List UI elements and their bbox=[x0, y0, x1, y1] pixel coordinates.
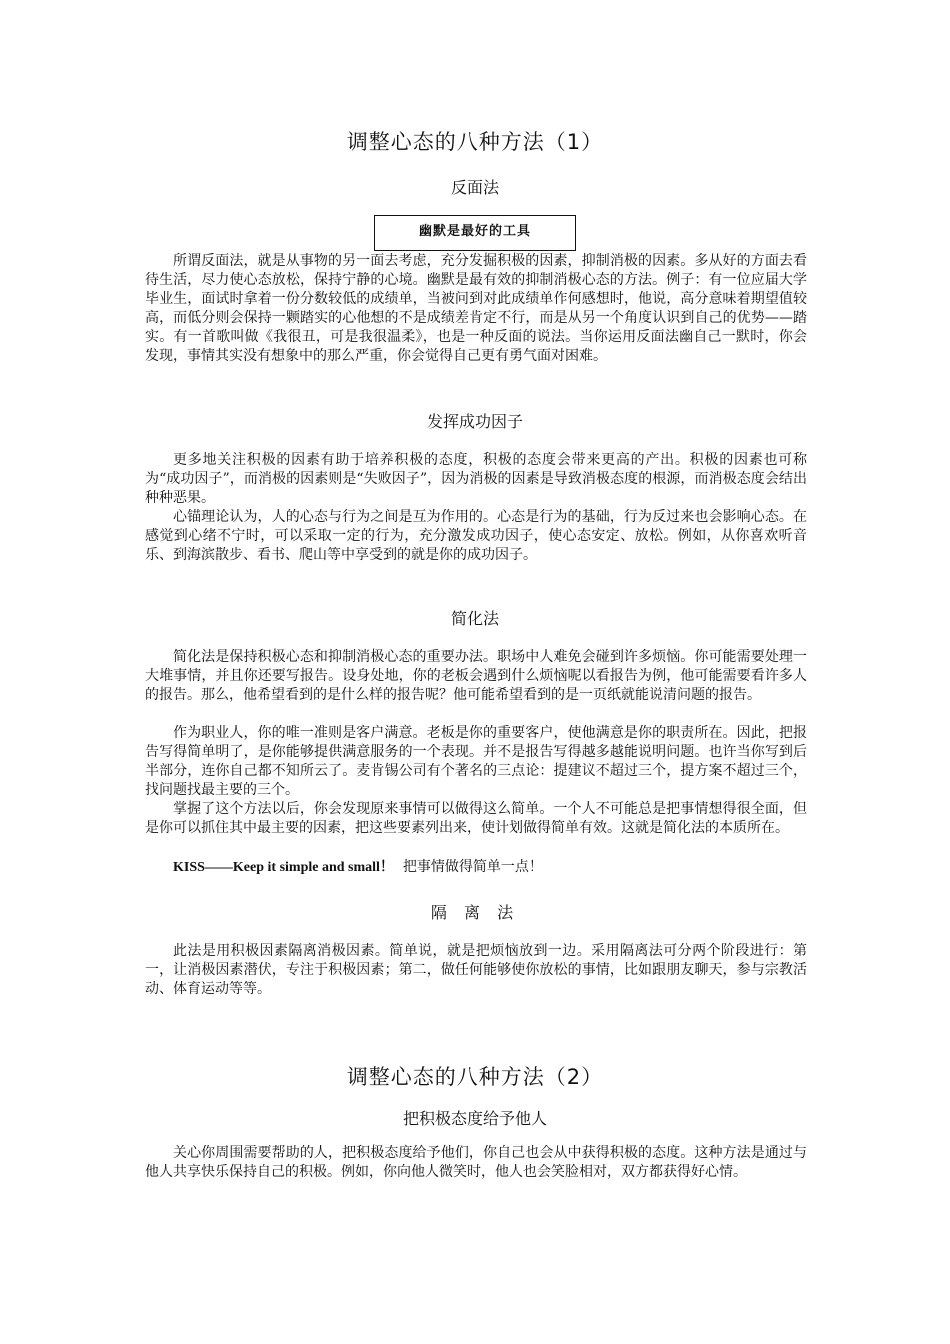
method2-heading: 发挥成功因子 bbox=[426, 412, 523, 431]
kiss-chinese: 把事情做得简单一点！ bbox=[402, 859, 543, 875]
method5-heading: 把积极态度给予他人 bbox=[402, 1109, 547, 1128]
method2-paragraph-1: 更多地关注积极的因素有助于培养积极的态度，积极的态度会带来更高的产出。积极的因素也可称为“成功因子”，而消极的因素则是“失败因子”，因为消极的因素是导致消极态度的根源，而消极态度会结出种种恶果。 bbox=[145, 452, 807, 506]
method1-paragraph: 所谓反面法，就是从事物的另一面去考虑，充分发掘积极的因素，抑制消极的因素。多从好的方面去看待生活，尽力使心态放松，保持宁静的心境。幽默是最有效的抑制消极心态的方法。例子：有一位应届大学毕业生，面试时拿着一份分数较低的成绩单，当被问到对此成绩单作何感想时，他说，高分意味着期望值较高，而低分则会保持一颗踏实的心他想的不是成绩差肯定不行，而是从另一个角度认识到自己的优势——踏实。有一首歌叫做《我很丑，可是我很温柔》，也是一种反面的说法。当你运用反面法幽自己一默时，你会发现，事情其实没有想象中的那么严重，你会觉得自己更有勇气面对困难。 bbox=[145, 253, 807, 364]
method3-heading: 简化法 bbox=[450, 609, 499, 628]
method1-callout-box: 幽默是最好的工具 bbox=[374, 215, 576, 251]
method3-paragraph-2: 作为职业人，你的唯一准则是客户满意。老板是你的重要客户，使他满意是你的职责所在。因此，把报告写得简单明了，是你能够提供满意服务的一个表现。并不是报告写得越多越能说明问题。也许当你写到后半部分，连你自己都不知所云了。麦肯锡公司有个著名的三点论：提建议不超过三个，提方案不超过三个，找问题找最主要的三个。 bbox=[145, 725, 807, 798]
section2-title: 调整心态的八种方法（2） bbox=[346, 1065, 604, 1089]
method2-paragraph-2: 心锚理论认为，人的心态与行为之间是互为作用的。心态是行为的基础，行为反过来也会影响心态。在感觉到心绪不宁时，可以采取一定的行为，充分激发成功因子，使心态安定、放松。例如，从你喜欢听音乐、到海滨散步、看书、爬山等中享受到的就是你的成功因子。 bbox=[145, 509, 807, 563]
kiss-line bbox=[145, 858, 807, 877]
method5-paragraph: 关心你周围需要帮助的人，把积极态度给予他们，你自己也会从中获得积极的态度。这种方法是通过与他人共享快乐保持自己的积极。例如，你向他人微笑时，他人也会笑脸相对，双方都获得好心情。 bbox=[145, 1145, 807, 1180]
section1-title: 调整心态的八种方法（1） bbox=[346, 130, 604, 154]
method4-paragraph: 此法是用积极因素隔离消极因素。简单说，就是把烦恼放到一边。采用隔离法可分两个阶段进行：第一，让消极因素潜伏，专注于积极因素；第二，做任何能够使你放松的事情，比如跟朋友聊天，参与宗教活动、体育运动等等。 bbox=[145, 943, 807, 997]
kiss-english: KISS——Keep it simple and small！ bbox=[173, 860, 394, 875]
method3-paragraph-3: 掌握了这个方法以后，你会发现原来事情可以做得这么简单。一个人不可能总是把事情想得很全面，但是你可以抓住其中最主要的因素，把这些要素列出来，使计划做得简单有效。这就是简化法的本质所在。 bbox=[145, 801, 807, 836]
method1-heading: 反面法 bbox=[450, 178, 499, 197]
method4-heading: 隔 离 法 bbox=[430, 903, 520, 922]
method3-paragraph-1: 简化法是保持积极心态和抑制消极心态的重要办法。职场中人难免会碰到许多烦恼。你可能需要处理一大堆事情，并且你还要写报告。设身处地，你的老板会遇到什么烦恼呢以看报告为例，他可能需要看许多人的报告。那么，他希望看到的是什么样的报告呢？他可能希望看到的是一页纸就能说清问题的报告。 bbox=[145, 649, 807, 703]
